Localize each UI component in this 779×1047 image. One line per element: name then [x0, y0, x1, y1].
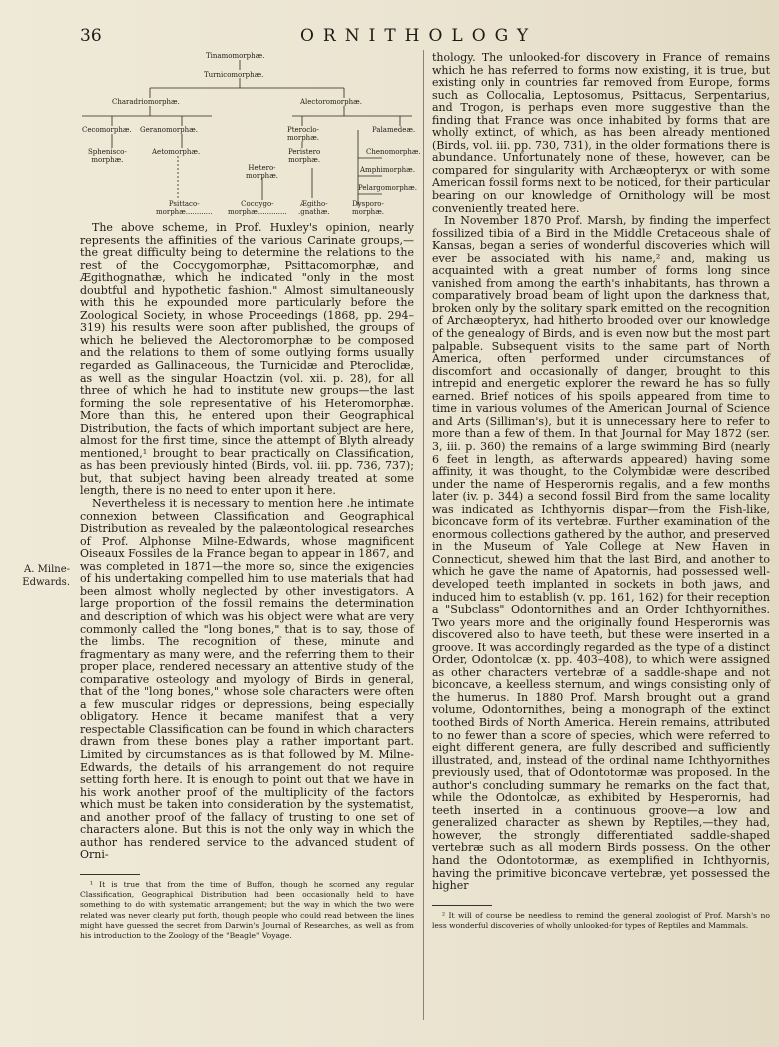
- node-aegithognathae: Ægitho- .gnathæ.: [298, 200, 330, 216]
- node-dysporomorphae: Dysporo- morphæ.: [352, 200, 384, 216]
- node-psittacomorphae: Psittaco- morphæ............: [156, 200, 213, 216]
- node-coccygomorphae: Coccygo- morphæ.............: [228, 200, 287, 216]
- footnote-separator-2: [432, 905, 492, 906]
- footnote-1: ¹ It is true that from the time of Buffon, though he scorned any regular Classification, Geographical Distribution had been occasionally held to have something to do with systematic arrangement; but the way in which the two were related was never clearly put forth, though people who could read between the lines might have guessed the secret from Darwin's Journal of Researches, as well as from his introduction to the Zoology of the "Beagle" Voyage.: [80, 879, 414, 940]
- node-alectoromorphae: Alectoromorphæ.: [300, 98, 362, 106]
- running-title: ORNITHOLOGY: [300, 26, 538, 46]
- footnote-separator: [80, 874, 140, 875]
- node-pteroclomorphae: Pteroclo- morphæ.: [287, 126, 319, 142]
- right-paragraph-2: In November 1870 Prof. Marsh, by finding the imperfect fossilized tibia of a Bird in the Middle Cretaceous shale of Kansas, began a series of wonderful discoveries which will ever be associated with his name,² and, making us acquainted with a great number of forms long since vanished from among the earth's inhabitants, has thrown a comparatively broad beam of light upon the darkness that, broken only by the solitary spark emitted on the recognition of Archæopteryx, had hitherto brooded over our knowledge of the genealogy of Birds, and is even now but the most part palpable. Subsequent visits to the same part of North America, often performed under circumstances of discomfort and occasionally of danger, brought to this intrepid and energetic explorer the reward he has so fully earned. Brief notices of his spoils appeared from time to time in various volumes of the American Journal of Science and Arts (Silliman's), but it is unnecessary here to refer to more than a few of them. In that Journal for May 1872 (ser. 3, iii. p. 360) the remains of a large swimming Bird (nearly 6 feet in length, as afterwards appeared) having some affinity, it was thought, to the Colymbidæ were described under the name of Hesperornis regalis, and a few months later (iv. p. 344) a second fossil Bird from the same locality was indicated as Ichthyornis dispar—from the Fish-like, biconcave form of its vertebræ. Further examination of the enormous collections gathered by the author, and preserved in the Museum of Yale College at New Haven in Connecticut, shewed him that the last Bird, and another to which he gave the name of Apatornis, had possessed well-developed teeth implanted in sockets in both jaws, and induced him to establish (v. pp. 161, 162) for their reception a "Subclass" Odontornithes and an Order Ichthyornithes. Two years more and the originally found Hesperornis was discovered also to have teeth, but these were inserted in a groove. It was accordingly regarded as the type of a distinct Order, Odontolcæ (x. pp. 403–408), to which were assigned as other characters vertebræ of a saddle-shape and not biconcave, a keelless sternum, and wings consisting only of the humerus. In 1880 Prof. Marsh brought out a grand volume, Odontornithes, being a monograph of the extinct toothed Birds of North America. Herein remains, attributed to no fewer than a score of species, which were referred to eight different genera, are fully described and sufficiently illustrated, and, instead of the ordinal name Ichthyornithes previously used, that of Odontotormæ was proposed. In the author's concluding summary he remarks on the fact that, while the Odontolcæ, as exhibited by Hesperornis, had teeth inserted in a continuous groove—a low and generalized character as shewn by Reptiles,—they had, however, the strongly differentiated saddle-shaped vertebræ such as all modern Birds possess. On the other hand the Odontotormæ, as exemplified in Ichthyornis, having the primitive biconcave vertebræ, yet possessed the higher: [432, 214, 770, 893]
- column-divider: [423, 50, 424, 1020]
- page-number: 36: [80, 26, 102, 46]
- left-column: [80, 222, 414, 941]
- left-paragraph-1: The above scheme, in Prof. Huxley's opinion, nearly represents the affinities of the various Carinate groups,—the great difficulty being to determine the relations to the rest of the Coccygomorphæ, Psittacomorphæ, and Ægithognathæ, which he indicated "only in the most doubtful and hypothetic fashion." Almost simultaneously with this he expounded more particularly before the Zoological Society, in whose Proceedings (1868, pp. 294–319) his results were soon after published, the groups of which he believed the Alectoromorphæ to be composed and the relations to them of some outlying forms usually regarded as Gallinaceous, the Turnicidæ and Pteroclidæ, as well as the singular Hoactzin (vol. xii. p. 28), for all three of which he had to institute new groups—the last forming the sole representative of his Heteromorphæ. More than this, he entered upon their Geographical Distribution, the facts of which important subject are here, almost for the first time, since the attempt of Blyth already mentioned,¹ brought to bear practically on Classification, as has been previously hinted (Birds, vol. iii. pp. 736, 737); but, that subject having been already treated at some length, there is no need to enter upon it here.: [80, 221, 414, 498]
- node-tinamomorphae: Tinamomorphæ.: [206, 52, 265, 60]
- node-charadriomorphae: Charadriomorphæ.: [112, 98, 180, 106]
- node-pelargomorphae: Pelargomorphæ.: [358, 184, 417, 192]
- margin-note: A. Milne- Edwards.: [22, 564, 70, 588]
- node-amphimorphae: Amphimorphæ.: [360, 166, 415, 174]
- node-spheniscomorphae: Sphenisco- morphæ.: [88, 148, 127, 164]
- node-chenomorphae: Chenomorphæ.: [366, 148, 421, 156]
- node-palamedeae: Palamedeæ.: [372, 126, 416, 134]
- right-column: [432, 52, 770, 931]
- right-paragraph-1: thology. The unlooked-for discovery in France of remains which he has referred to forms now existing, it is true, but existing only in countries far removed from Europe, forms such as Collocalia, Leptosomus, Psittacus, Serpentarius, and Trogon, is perhaps even more suggestive than the finding that France was once inhabited by forms that are wholly extinct, of which, as has been already mentioned (Birds, vol. iii. pp. 730, 731), in the older formations there is abundance. Unfortunately none of these, however, can be compared for singularity with Archæopteryx or with some American fossil forms next to be noticed, for their particular bearing on our knowledge of Ornithology will be most conveniently treated here.: [432, 51, 770, 215]
- node-cecomorphae: Cecomorphæ.: [82, 126, 132, 134]
- node-peristeromorphae: Peristero morphæ.: [288, 148, 321, 164]
- footnote-2: ² It will of course be needless to remind the general zoologist of Prof. Marsh's no less wonderful discoveries of wholly unlooked-for types of Reptiles and Mammals.: [432, 910, 770, 930]
- node-aetomorphae: Aetomorphæ.: [152, 148, 201, 156]
- node-turnicomorphae: Turnicomorphæ.: [204, 71, 264, 79]
- node-heteromorphae: Hetero- morphæ.: [246, 164, 278, 180]
- classification-tree: [82, 48, 421, 218]
- node-geranomorphae: Geranomorphæ.: [140, 126, 198, 134]
- left-paragraph-2: Nevertheless it is necessary to mention here .he intimate connexion between Classification and Geographical Distribution as revealed by the palæontological researches of Prof. Alphonse Milne-Edwards, whose magnificent Oiseaux Fossiles de la France began to appear in 1867, and was completed in 1871—the more so, since the exigencies of his undertaking compelled him to use materials that had been almost wholly neglected by other investigators. A large proportion of the fossil remains the determination and description of which was his object were what are very commonly called the "long bones," that is to say, those of the limbs. The recognition of these, minute and fragmentary as many were, and the referring them to their proper place, rendered necessary an attentive study of the comparative osteology and myology of Birds in general, that of the "long bones," whose sole characters were often a few muscular ridges or depressions, being especially obligatory. Hence it became manifest that a very respectable Classification can be found in which characters drawn from these bones play a rather important part. Limited by circumstances as is that followed by M. Milne-Edwards, the details of his arrangement do not require setting forth here. It is enough to point out that we have in his work another proof of the multiplicity of the factors which must be taken into consideration by the systematist, and another proof of the fallacy of trusting to one set of characters alone. But this is not the only way in which the author has rendered service to the advanced student of Orni-: [80, 497, 414, 862]
